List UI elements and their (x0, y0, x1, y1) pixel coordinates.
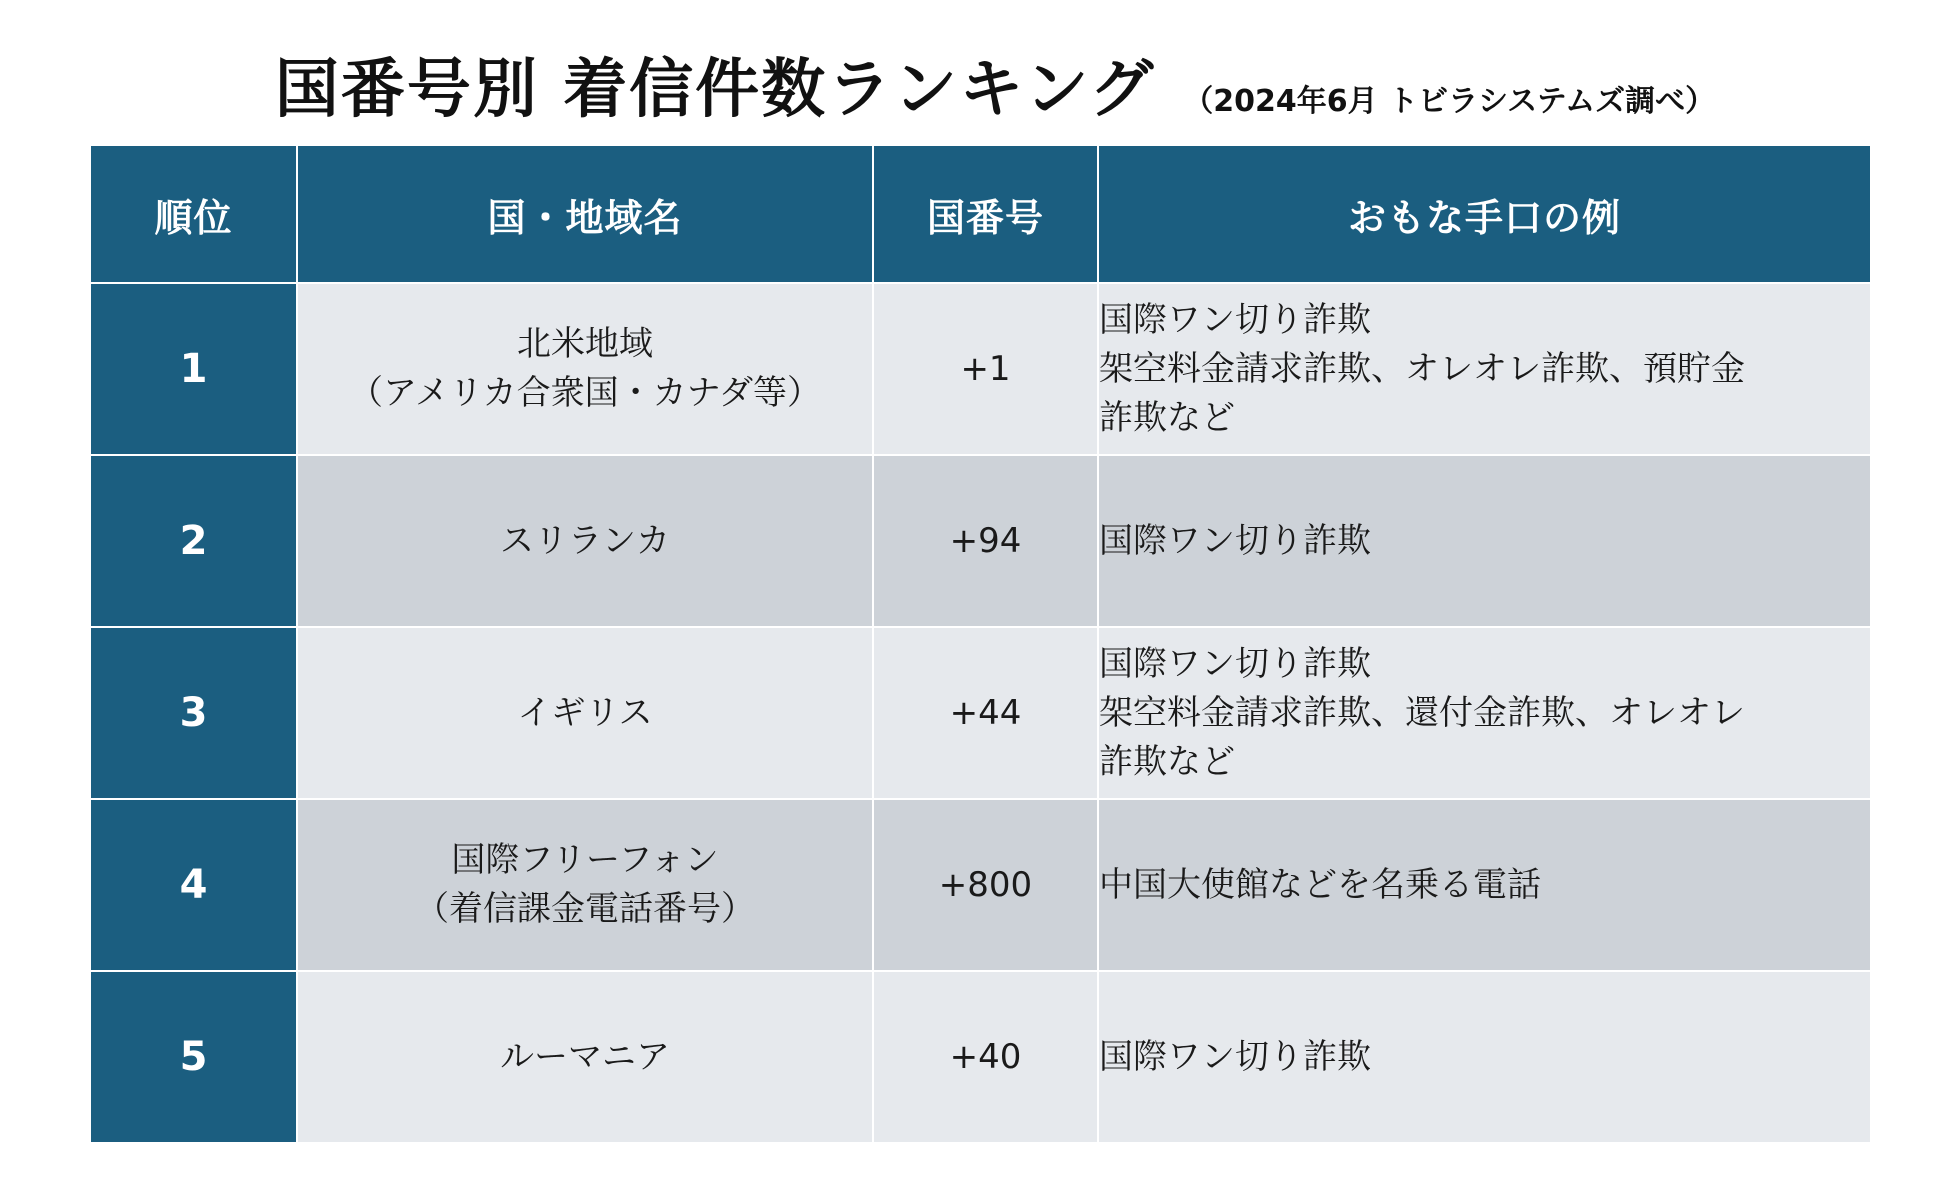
method-line: 架空料金請求詐欺、オレオレ詐欺、預貯金 (1099, 348, 1745, 389)
table-row (90, 455, 1871, 627)
country-code-cell: +94 (873, 455, 1098, 627)
table-row (90, 799, 1871, 971)
country-name: 国際フリーフォン (451, 840, 719, 880)
method-line: 詐欺など (1099, 741, 1235, 782)
country-cell (297, 283, 873, 455)
country-cell (297, 455, 873, 627)
country-code-cell: +800 (873, 799, 1098, 971)
method-line: 詐欺など (1099, 397, 1235, 438)
header-country: 国・地域名 (297, 145, 873, 283)
rank-cell: 2 (90, 455, 297, 627)
table-row (90, 971, 1871, 1143)
method-line: 国際ワン切り詐欺 (1099, 299, 1371, 340)
rank-cell: 3 (90, 627, 297, 799)
table-row (90, 627, 1871, 799)
page-title: 国番号別 着信件数ランキング (274, 53, 1156, 127)
country-name: イギリス (517, 692, 653, 733)
title-row (0, 38, 1950, 130)
methods-cell (1098, 627, 1871, 799)
country-name: スリランカ (500, 520, 670, 561)
table-row (90, 283, 1871, 455)
methods-cell (1098, 971, 1871, 1143)
header-row (90, 145, 1871, 283)
rank-cell: 5 (90, 971, 297, 1143)
country-note: （アメリカ合衆国・カナダ等） (349, 373, 821, 413)
rank-cell: 1 (90, 283, 297, 455)
country-cell (297, 799, 873, 971)
method-line: 架空料金請求詐欺、還付金詐欺、オレオレ (1099, 692, 1745, 733)
country-code-cell: +1 (873, 283, 1098, 455)
methods-cell (1098, 455, 1871, 627)
country-name: 北米地域 (517, 324, 653, 364)
country-cell (297, 627, 873, 799)
table-header (90, 145, 1871, 283)
ranking-table (89, 144, 1872, 1144)
method-line: 国際ワン切り詐欺 (1099, 643, 1371, 684)
method-line: 中国大使館などを名乗る電話 (1099, 864, 1541, 905)
methods-cell (1098, 283, 1871, 455)
table-body (90, 283, 1871, 1143)
method-line: 国際ワン切り詐欺 (1099, 1036, 1371, 1077)
methods-cell (1098, 799, 1871, 971)
header-methods: おもな手口の例 (1098, 145, 1871, 283)
rank-cell: 4 (90, 799, 297, 971)
page-subtitle: （2024年6月 トビラシステムズ調べ） (1183, 84, 1716, 119)
country-code-cell: +40 (873, 971, 1098, 1143)
country-code-cell: +44 (873, 627, 1098, 799)
country-note: （着信課金電話番号） (415, 889, 755, 929)
header-rank: 順位 (90, 145, 297, 283)
method-line: 国際ワン切り詐欺 (1099, 520, 1371, 561)
header-country-code: 国番号 (873, 145, 1098, 283)
country-name: ルーマニア (500, 1036, 670, 1077)
country-cell (297, 971, 873, 1143)
